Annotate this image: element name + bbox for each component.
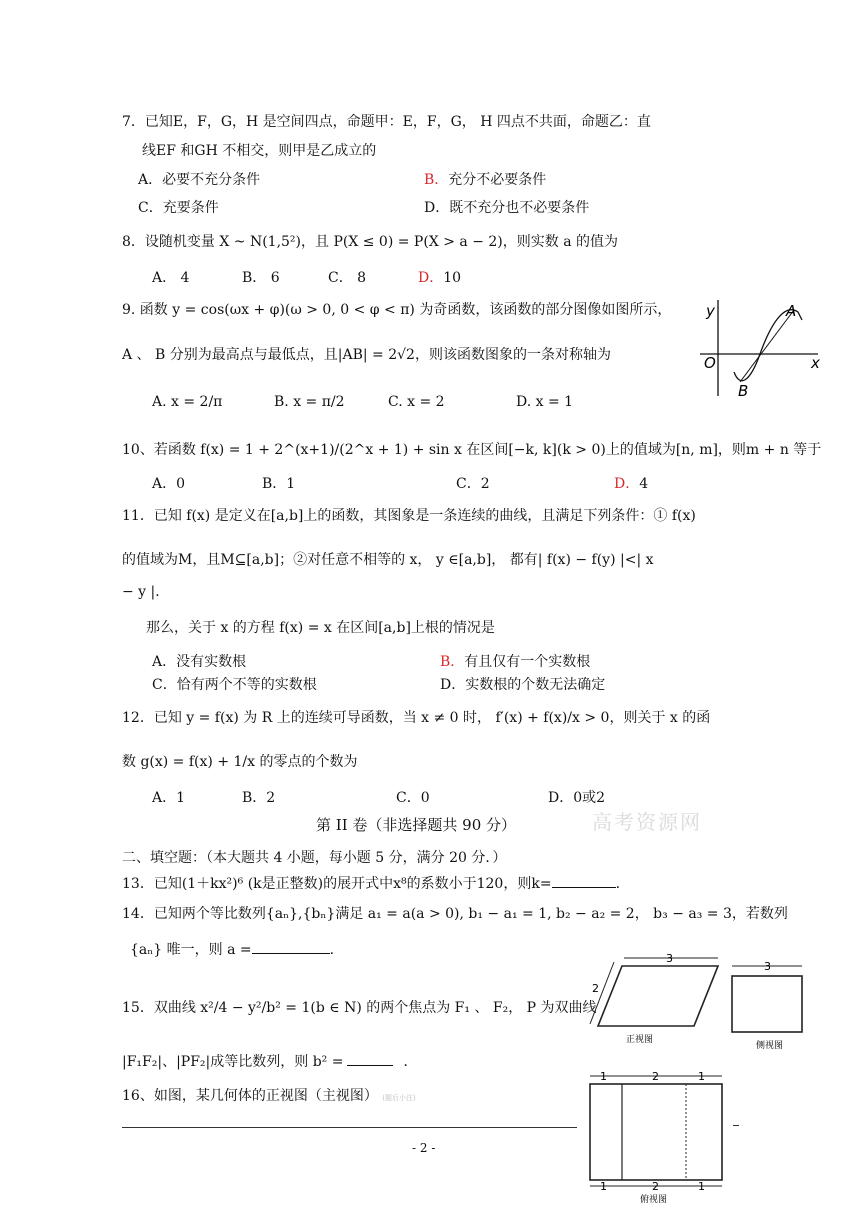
q15-line2 [122,1052,417,1072]
q16-text [122,1086,416,1108]
q7-option-c: C．充要条件 [138,200,219,216]
top-dim-lower-3: 1 [698,1180,705,1193]
front-dim-2: 2 [592,982,599,995]
q7-option-d: D．既不充分也不必要条件 [424,200,590,216]
segment-ab [740,310,794,382]
q13-blank[interactable] [552,887,616,888]
q12-line1: 12．已知 y = f(x) 为 R 上的连续可导函数，当 x ≠ 0 时， f′(x) + f(x)/x > 0，则关于 x 的函 [122,710,711,726]
q16-tiny-mark: (题后小注) [382,1094,416,1102]
q8-option-a: A． 4 [152,270,190,286]
top-dim-lower-1: 1 [600,1180,607,1193]
q7-line1: 7．已知E，F，G，H 是空间四点，命题甲：E，F，G， H 四点不共面，命题乙：直 [122,114,651,130]
front-view-label: 正视图 [626,1035,654,1045]
watermark: 高考资源网 [592,810,702,834]
front-parallelogram [598,966,718,1026]
q8-option-b: B． 6 [242,270,280,286]
q14-blank[interactable] [252,953,330,954]
top-view-label: 俯视图 [640,1195,668,1204]
q9-option-d: D. x = 1 [516,394,574,410]
q12-option-a: A．1 [152,790,186,806]
graph-label-x: x [811,354,820,372]
q11-option-b: B．有且仅有一个实数根 [440,654,591,670]
q14-line2: {aₙ} 唯一，则 a = . [130,942,335,958]
side-view-label: 侧视图 [756,1041,784,1051]
footer-rule [122,1127,577,1128]
q11-line4: 那么，关于 x 的方程 f(x) = x 在区间[a,b]上根的情况是 [146,620,495,636]
q12-option-d: D．0或2 [548,790,606,806]
q13-text: 13．已知(1＋kx²)⁶ (k是正整数)的展开式中x⁸的系数小于120，则k= . [122,876,621,892]
graph-label-y: y [706,302,715,320]
top-view [590,1070,722,1204]
front-view [590,952,718,1045]
top-dim-lower-2: 2 [652,1180,659,1193]
graph-label-a: A [786,302,797,320]
q16-question: 16、如图，某几何体的正视图（主视图） [122,1088,378,1104]
q9-line1: 9. 函数 y = cos(ωx + φ)(ω > 0, 0 < φ < π) 为奇函数，该函数的部分图像如图所示， [122,302,672,318]
side-dim-3: 3 [764,960,771,973]
part2-title: 第 II 卷（非选择题共 90 分） [316,816,517,834]
graph-label-b: B [738,382,749,400]
q10-option-a: A．0 [152,476,186,492]
top-dim-upper-3: 1 [698,1070,705,1083]
top-rectangle [590,1084,722,1180]
q15-question: |F₁F₂|、|PF₂|成等比数列，则 b² = [122,1054,344,1070]
q15-line1: 15．双曲线 x²/4 − y²/b² = 1(b ∈ N) 的两个焦点为 F₁ 、 F₂， P 为双曲线 [122,1000,597,1016]
q11-option-c: C．恰有两个不等的实数根 [152,677,317,693]
q9-option-c: C. x = 2 [388,394,445,410]
fill-header: 二、填空题：（本大题共 4 小题，每小题 5 分，满分 20 分．） [122,850,507,866]
q12-option-c: C．0 [396,790,430,806]
page-number: - 2 - [412,1141,436,1155]
q8-option-c: C． 8 [328,270,367,286]
top-dim-upper-1: 1 [600,1070,607,1083]
q13-question: 13．已知(1＋kx²)⁶ (k是正整数)的展开式中x⁸的系数小于120，则k= [122,876,552,892]
q11-line1: 11．已知 f(x) 是定义在[a,b]上的函数，其图象是一条连续的曲线，且满足下列条件：① f(x) [122,508,696,524]
q7-option-a: A．必要不充分条件 [138,172,261,188]
q10-option-c: C．2 [456,476,490,492]
q12-option-b: B．2 [242,790,276,806]
q11-option-d: D．实数根的个数无法确定 [440,677,606,693]
side-view [732,960,802,1051]
q10-option-b: B．1 [262,476,296,492]
q14-line1: 14．已知两个等比数列{aₙ},{bₙ}满足 a₁ = a(a > 0), b₁ − a₁ = 1, b₂ − a₂ = 2， b₃ − a₃ = 3，若数列 [122,906,788,922]
q14-question: {aₙ} 唯一，则 a = [130,942,252,958]
q15-end: ． [403,1054,418,1070]
q9-option-a: A. x = 2/π [152,394,223,410]
q12-line2: 数 g(x) = f(x) + 1/x 的零点的个数为 [122,754,358,770]
q9-function-graph [694,296,824,400]
q11-line3: − y |． [122,584,170,600]
q11-line2: 的值域为M，且M⊆[a,b]；②对任意不相等的 x， y ∈[a,b]， 都有| f(x) − f(y) |<| x [122,552,654,568]
q8-text: 8．设随机变量 X ~ N(1,5²)，且 P(X ≤ 0) = P(X > a − 2)，则实数 a 的值为 [122,234,619,250]
q9-line2: A 、 B 分别为最高点与最低点，且|AB| = 2√2，则该函数图象的一条对称轴为 [122,347,611,363]
q10-option-d: D．4 [614,476,649,492]
q11-option-a: A．没有实数根 [152,654,247,670]
graph-label-o: O [704,354,716,372]
top-dim-upper-2: 2 [652,1070,659,1083]
q7-option-b: B．充分不必要条件 [424,172,547,188]
side-rectangle [732,976,802,1032]
q8-option-d: D．10 [418,270,462,286]
q10-text: 10、若函数 f(x) = 1 + 2^(x+1)/(2^x + 1) + sin x 在区间[−k, k](k > 0)上的值域为[n, m]，则m + n 等于 [122,442,822,458]
q9-option-b: B. x = π/2 [274,394,345,410]
q7-line2: 线EF 和GH 不相交，则甲是乙成立的 [142,143,377,159]
front-dim-3: 3 [666,952,673,965]
three-views-figure [580,952,810,1204]
q15-blank[interactable] [347,1065,393,1066]
